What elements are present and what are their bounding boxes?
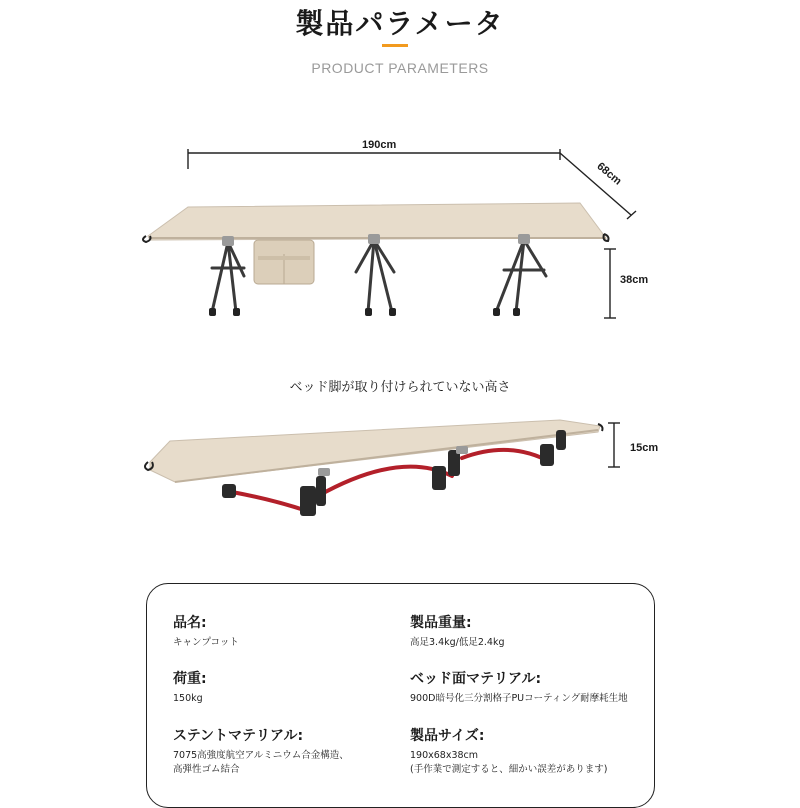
depth-label: 68cm [594, 160, 624, 188]
spec-frame-value-line2: 高弾性ゴム結合 [173, 764, 240, 775]
low-height-label: 15cm [630, 442, 659, 454]
spec-fabric-value: 900D暗号化三分割格子PUコーティング耐摩耗生地 [410, 693, 628, 704]
cot-side-pocket [254, 240, 314, 284]
spec-load-label: 荷重: [173, 671, 207, 687]
spec-fabric-label: ベッド面マテリアル: [410, 671, 542, 687]
spec-name [173, 612, 239, 650]
spec-size-value [410, 749, 607, 777]
spec-frame [173, 725, 349, 777]
height-dimension-line [604, 249, 616, 318]
spec-weight [410, 612, 504, 650]
spec-weight-value: 高足3.4kg/低足2.4kg [410, 637, 505, 648]
spec-load-value: 150kg [173, 693, 203, 704]
spec-frame-value-line1: 7075高強度航空アルミニウム合金構造、 [173, 750, 349, 761]
spec-fabric [410, 668, 628, 706]
height-label: 38cm [620, 274, 649, 286]
spec-frame-label: ステントマテリアル: [173, 728, 304, 744]
spec-size [410, 725, 607, 777]
no-legs-caption: ベッド脚が取り付けられていない高さ [289, 380, 511, 395]
spec-weight-label: 製品重量: [410, 615, 472, 631]
spec-load [173, 668, 207, 706]
page-subtitle: PRODUCT PARAMETERS [311, 60, 489, 76]
width-label: 190cm [362, 139, 397, 151]
spec-size-label: 製品サイズ: [410, 728, 485, 744]
spec-frame-value [173, 749, 349, 777]
spec-name-value: キャンプコット [173, 637, 239, 648]
low-height-dimension-line [608, 423, 620, 467]
page-title: 製品パラメータ [295, 7, 505, 40]
spec-size-value-line1: 190x68x38cm [410, 750, 479, 761]
spec-size-value-line2: (手作業で測定すると、細かい誤差があります) [410, 764, 608, 775]
spec-name-label: 品名: [173, 615, 207, 631]
